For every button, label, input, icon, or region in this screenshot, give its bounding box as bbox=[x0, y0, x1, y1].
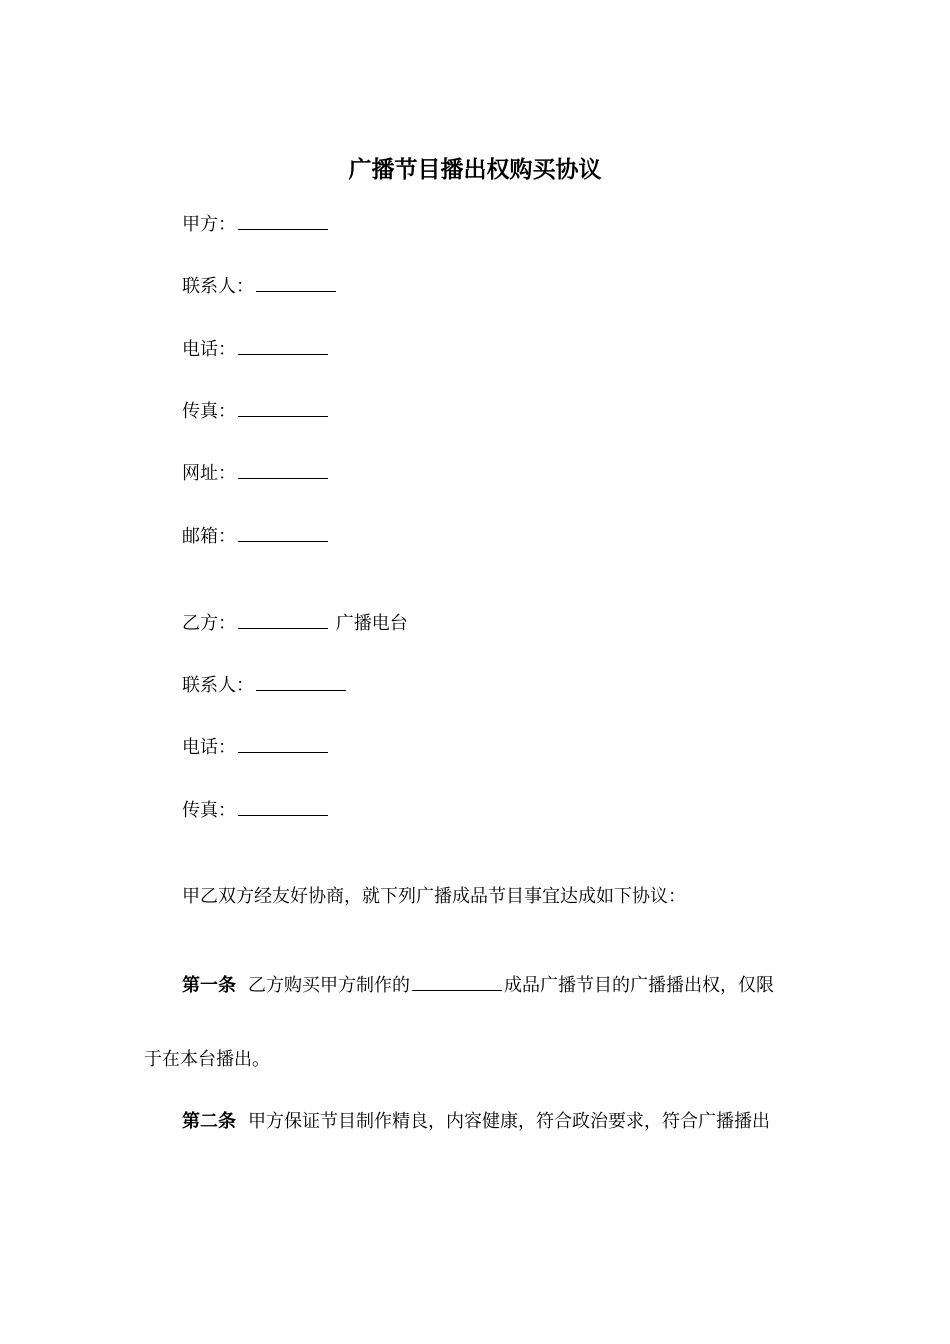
party-a-email-blank bbox=[238, 523, 328, 542]
document-title: 广播节目播出权购买协议 bbox=[348, 157, 602, 183]
article-1-text-after: 成品广播节目的广播播出权，仅限 bbox=[504, 975, 774, 996]
party-b-phone-field bbox=[182, 734, 330, 761]
party-a-contact-blank bbox=[256, 273, 336, 292]
party-a-phone-blank bbox=[238, 336, 328, 355]
party-b-phone-label: 电话： bbox=[182, 737, 236, 758]
party-a-contact-field bbox=[182, 273, 338, 300]
party-a-contact-label: 联系人： bbox=[182, 276, 254, 297]
party-a-field bbox=[182, 211, 330, 238]
article-1-label: 第一条 bbox=[182, 975, 236, 996]
party-b-contact-field bbox=[182, 672, 348, 699]
party-b-field bbox=[182, 610, 408, 637]
party-a-phone-field bbox=[182, 336, 330, 363]
party-a-phone-label: 电话： bbox=[182, 339, 236, 360]
party-a-fax-label: 传真： bbox=[182, 401, 236, 422]
article-2-label: 第二条 bbox=[182, 1111, 236, 1132]
article-1-text-before: 乙方购买甲方制作的 bbox=[248, 975, 410, 996]
article-2-line-1 bbox=[182, 1109, 770, 1135]
party-b-fax-blank bbox=[238, 797, 328, 816]
party-a-email-field bbox=[182, 523, 330, 550]
party-b-suffix: 广播电台 bbox=[335, 613, 408, 634]
party-b-contact-blank bbox=[256, 672, 346, 691]
article-1-blank bbox=[412, 972, 502, 991]
party-b-contact-label: 联系人： bbox=[182, 675, 254, 696]
party-a-email-label: 邮箱： bbox=[182, 526, 236, 547]
party-a-website-label: 网址： bbox=[182, 463, 236, 484]
party-a-website-field bbox=[182, 460, 330, 487]
article-1-continuation: 于在本台播出。 bbox=[144, 1049, 270, 1070]
party-a-fax-field bbox=[182, 398, 330, 425]
party-b-fax-field bbox=[182, 797, 330, 824]
party-a-website-blank bbox=[238, 460, 328, 479]
article-1-line-1 bbox=[182, 972, 774, 999]
article-2-text: 甲方保证节目制作精良，内容健康，符合政治要求，符合广播播出 bbox=[248, 1111, 770, 1132]
party-b-label: 乙方： bbox=[182, 613, 236, 634]
party-b-fax-label: 传真： bbox=[182, 800, 236, 821]
intro-paragraph: 甲乙双方经友好协商，就下列广播成品节目事宜达成如下协议： bbox=[182, 886, 686, 907]
party-a-blank bbox=[238, 211, 328, 230]
party-a-label: 甲方： bbox=[182, 214, 236, 235]
party-a-fax-blank bbox=[238, 398, 328, 417]
party-b-blank bbox=[238, 610, 328, 629]
party-b-phone-blank bbox=[238, 734, 328, 753]
